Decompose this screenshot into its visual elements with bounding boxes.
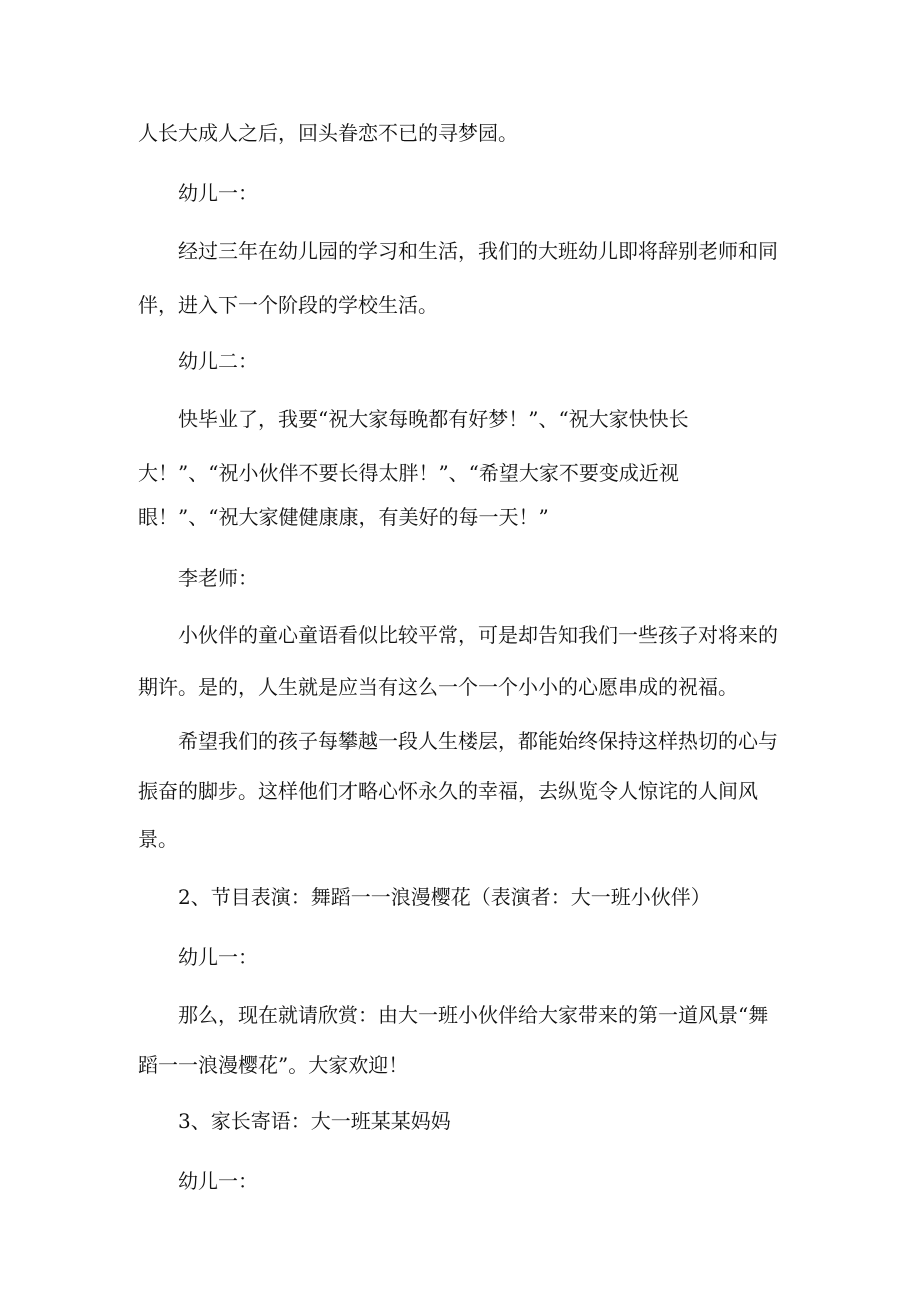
paragraph-line: 期许。是的，人生就是应当有这么一个一个小小的心愿串成的祝福。 (138, 675, 738, 699)
paragraph-line: 大！”、“祝小伙伴不要长得太胖！”、“希望大家不要变成近视 (138, 461, 679, 485)
paragraph-line: 眼！”、“祝大家健健康康，有美好的每一天！” (138, 505, 549, 529)
section-heading: 2、节目表演：舞蹈一一浪漫樱花（表演者：大一班小伙伴） (178, 885, 711, 909)
paragraph-line: 那么，现在就请欣赏：由大一班小伙伴给大家带来的第一道风景“舞 (178, 1003, 769, 1027)
paragraph-line: 振奋的脚步。这样他们才略心怀永久的幸福，去纵览令人惊诧的人间风 (138, 779, 758, 803)
section-heading: 3、家长寄语：大一班某某妈妈 (178, 1109, 451, 1133)
speaker-label: 幼儿一： (178, 945, 258, 969)
paragraph-line: 伴，进入下一个阶段的学校生活。 (138, 293, 438, 317)
speaker-label: 幼儿二： (178, 349, 258, 373)
paragraph-line: 人长大成人之后，回头眷恋不已的寻梦园。 (138, 121, 518, 145)
speaker-label: 幼儿一： (178, 1169, 258, 1193)
speaker-label: 李老师： (178, 566, 258, 590)
speaker-label: 幼儿一： (178, 181, 258, 205)
paragraph-line: 小伙伴的童心童语看似比较平常，可是却告知我们一些孩子对将来的 (178, 623, 778, 647)
paragraph-line: 景。 (138, 827, 178, 851)
paragraph-line: 快毕业了，我要“祝大家每晚都有好梦！”、“祝大家快快长 (178, 407, 689, 431)
paragraph-line: 经过三年在幼儿园的学习和生活，我们的大班幼儿即将辞别老师和同 (178, 239, 778, 263)
paragraph-line: 希望我们的孩子每攀越一段人生楼层，都能始终保持这样热切的心与 (178, 729, 778, 753)
paragraph-line: 蹈一一浪漫樱花”。大家欢迎！ (138, 1053, 409, 1077)
